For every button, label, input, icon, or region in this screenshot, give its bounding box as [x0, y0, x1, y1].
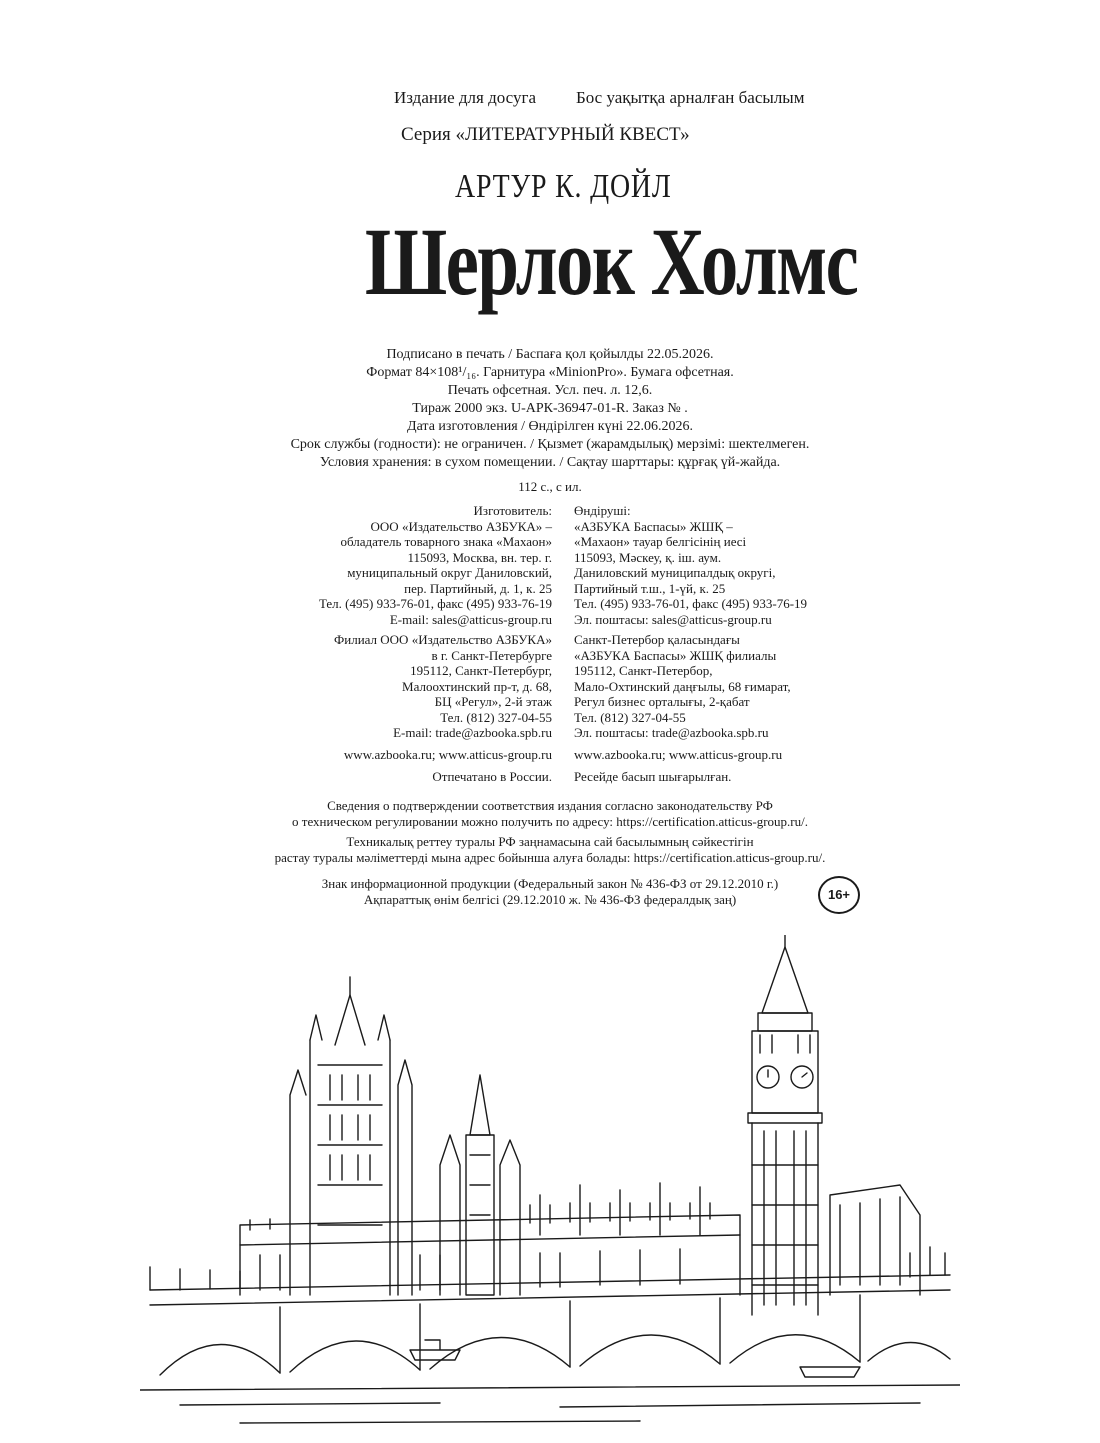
branch-ru — [200, 632, 552, 741]
series-label: Серия «ЛИТЕРАТУРНЫЙ КВЕСТ» — [401, 124, 690, 145]
branch-kz-line: Мало-Охтинский даңғылы, 68 ғимарат, — [574, 678, 791, 694]
branch-ru-line: 195112, Санкт-Петербург, — [410, 663, 552, 678]
manufacturer-kz-line: «АЗБУКА Баспасы» ЖШҚ – — [574, 518, 733, 534]
manufacturer-kz-line: 115093, Мәскеу, қ. іш. аум. — [574, 549, 722, 565]
manufacturer-ru-line: муниципальный округ Даниловский, — [347, 565, 552, 580]
certification-kz-line: Техникалық реттеу туралы РФ заңнамасына сай басылымның сәйкестігін — [346, 834, 754, 849]
imprint-block — [0, 346, 1100, 472]
age-rating-badge: 16+ — [818, 876, 860, 914]
imprint-line: Тираж 2000 экз. U-АРК-36947-01-R. Заказ № . — [412, 401, 688, 416]
imprint-line: Дата изготовления / Өндірілген күні 22.06.2026. — [407, 419, 693, 434]
manufacturer-ru-line: обладатель товарного знака «Махаон» — [340, 534, 552, 549]
branch-ru-line: БЦ «Регул», 2-й этаж — [434, 694, 552, 709]
clock-tower-icon — [748, 935, 822, 1315]
leisure-ru: Издание для досуга — [394, 88, 536, 107]
printed-in-kz: Ресейде басып шығарылған. — [574, 769, 732, 784]
branch-kz — [574, 632, 904, 741]
branch-ru-line: Филиал ООО «Издательство АЗБУКА» — [333, 632, 552, 647]
manufacturer-ru-line: Изготовитель: — [473, 503, 552, 518]
branch-kz-line: «АЗБУКА Баспасы» ЖШҚ филиалы — [574, 647, 777, 663]
certification-ru — [0, 798, 1100, 829]
manufacturer-ru — [200, 503, 552, 627]
branch-kz-line: 195112, Санкт-Петербор, — [574, 663, 713, 678]
branch-kz-line: Тел. (812) 327-04-55 — [574, 709, 686, 725]
printed-in-ru: Отпечатано в России. — [432, 769, 552, 784]
branch-ru-line: Малоохтинский пр-т, д. 68, — [402, 678, 552, 694]
author-name: АРТУР К. ДОЙЛ — [455, 168, 672, 205]
info-sign-text — [0, 876, 1100, 907]
imprint-line: Срок службы (годности): не ограничен. / Қызмет (жарамдылық) мерзімі: шектелмеген. — [290, 437, 810, 452]
info-sign-line: Знак информационной продукции (Федеральный закон № 436-ФЗ от 29.12.2010 г.) — [321, 876, 779, 891]
imprint-line: Подписано в печать / Баспаға қол қойылды 22.05.2026. — [386, 347, 714, 362]
imprint-line: Условия хранения: в сухом помещении. / Сақтау шарттары: құрғақ үй-жайда. — [319, 455, 781, 470]
manufacturer-kz-line: Даниловский муниципалдық округі, — [574, 565, 776, 580]
certification-ru-line: Сведения о подтверждении соответствия издания согласно законодательству РФ — [327, 798, 773, 813]
imprint-line: Формат 84×108¹/₁₆. Гарнитура «MinionPro». Бумага офсетная. — [366, 365, 734, 380]
branch-kz-line: Санкт-Петербор қаласындағы — [574, 632, 740, 647]
page-count: 112 с., с ил. — [518, 479, 582, 494]
branch-ru-line: в г. Санкт-Петербурге — [431, 647, 552, 663]
info-sign-line: Ақпараттық өнім белгісі (29.12.2010 ж. № 436-ФЗ федералдық заң) — [363, 891, 737, 907]
leisure-line — [394, 88, 805, 108]
central-spire-icon — [440, 1075, 520, 1295]
imprint-line: Печать офсетная. Усл. печ. л. 12,6. — [447, 383, 653, 398]
branch-kz-line: Регул бизнес орталығы, 2-қабат — [574, 694, 750, 709]
manufacturer-kz-line: Тел. (495) 933-76-01, факс (495) 933-76-19 — [574, 596, 808, 611]
manufacturer-ru-line: 115093, Москва, вн. тер. г. — [407, 549, 552, 565]
manufacturer-ru-line: Тел. (495) 933-76-01, факс (495) 933-76-19 — [318, 596, 552, 611]
london-skyline-sketch-icon — [140, 935, 960, 1440]
manufacturer-kz-line: Партийный т.ш., 1-үй, к. 25 — [574, 580, 726, 596]
manufacturer-ru-line: ООО «Издательство АЗБУКА» – — [370, 518, 552, 534]
certification-kz — [0, 834, 1100, 865]
manufacturer-kz-line: Өндіруші: — [574, 503, 631, 518]
manufacturer-ru-line: пер. Партийный, д. 1, к. 25 — [404, 580, 552, 596]
certification-kz-line: растау туралы мәліметтерді мына адрес бойынша алуға болады: https://certification.atticus-group.ru/. — [274, 849, 826, 865]
manufacturer-ru-line: E-mail: sales@atticus-group.ru — [389, 611, 552, 627]
leisure-kz: Бос уақытқа арналған басылым — [576, 88, 805, 107]
certification-ru-line: о техническом регулировании можно получить по адресу: https://certification.atticus-group.ru/. — [292, 813, 808, 829]
branch-ru-line: E-mail: trade@azbooka.spb.ru — [393, 725, 552, 740]
branch-kz-line: Эл. поштасы: trade@azbooka.spb.ru — [574, 725, 769, 740]
branch-ru-line: Тел. (812) 327-04-55 — [440, 709, 552, 725]
website-links-ru: www.azbooka.ru; www.atticus-group.ru — [343, 747, 552, 762]
parliament-tower-icon — [290, 977, 412, 1295]
manufacturer-kz — [574, 503, 904, 627]
book-title: Шерлок Холмс — [365, 208, 858, 315]
manufacturer-kz-line: «Махаон» тауар белгісінің иесі — [574, 534, 747, 549]
website-links-kz: www.azbooka.ru; www.atticus-group.ru — [574, 747, 783, 762]
manufacturer-kz-line: Эл. поштасы: sales@atticus-group.ru — [574, 611, 772, 627]
